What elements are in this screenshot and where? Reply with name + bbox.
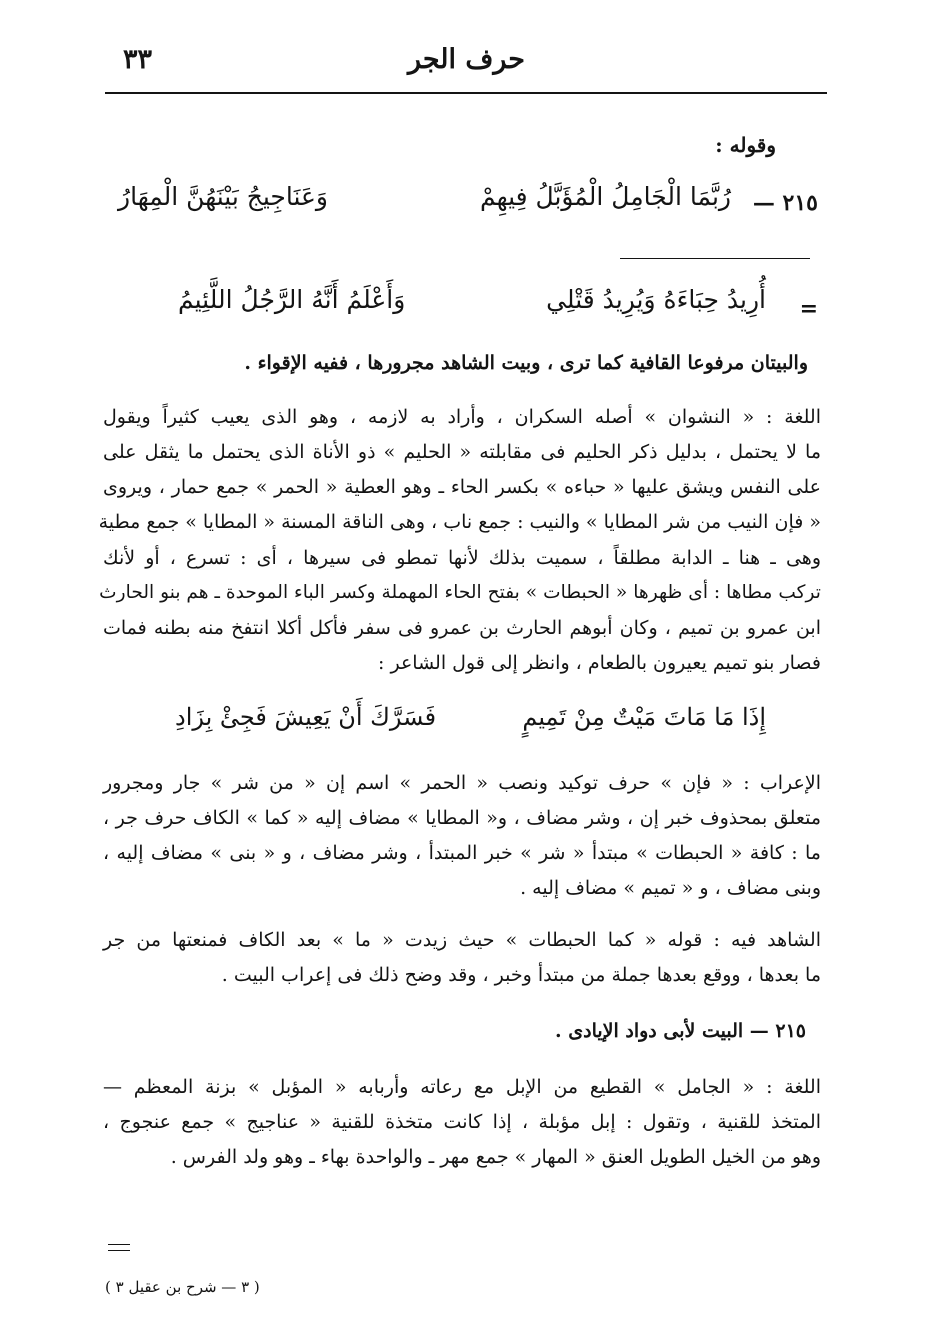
chapter-title: حرف الجر xyxy=(407,44,525,75)
text-line: وهو من الخيل الطويل العنق « المهار » جمع مهر ـ والواحدة بهاء ـ وهو ولد الفرس . xyxy=(170,1146,821,1168)
text-line: اللغة : « النشوان » أصله السكران ، وأراد به لازمه ، وهو الذى يعيب كثيراً ويقول xyxy=(103,406,821,428)
text-line: متعلق بمحذوف خبر إن ، وشر مضاف ، و« المطايا » مضاف إليه « كما » الكاف حرف جر ، xyxy=(103,807,821,829)
continuation-mark xyxy=(108,1244,130,1251)
text-line: ما بعدها ، ووقع بعدها جملة من مبتدأ وخبر ، وقد وضح ذلك فى إعراب البيت . xyxy=(221,964,821,986)
text-line: ابن عمرو بن تميم ، وكان أبوهم الحارث بن عمرو فى سفر فأكل أكلا انتفخ منه بطنه فمات xyxy=(103,617,821,639)
verse-attribution: ٢١٥ — البيت لأبى دواد الإيادى . xyxy=(555,1020,806,1042)
text-line: ما : كافة « الحبطات » مبتدأ « شر » خبر المبتدأ ، وشر مضاف ، و « بنى » مضاف إليه ، xyxy=(103,842,821,864)
text-line: فصار بنو تميم يعيرون بالطعام ، وانظر إلى قول الشاعر : xyxy=(378,652,821,674)
text-line: الشاهد فيه : قوله « كما الحبطات » حيث زيدت « ما » بعد الكاف فمنعتها من جر xyxy=(103,929,821,951)
footnote-separator xyxy=(620,258,810,259)
continued-hemistich-2: وَأَعْلَمُ أَنَّهُ الرَّجُلُ اللَّئِيمُ xyxy=(178,285,406,314)
verse-hemistich-2: وَعَنَاجِيجُ بَيْنَهُنَّ الْمِهَارُ xyxy=(118,182,329,211)
text-line: الإعراب : « فإن » حرف توكيد ونصب « الحمر » اسم إن « من شر » جار ومجرور xyxy=(103,772,821,794)
page-header xyxy=(105,40,825,90)
page-number: ٣٣ xyxy=(123,44,153,75)
quote-hemistich-1: إِذَا مَا مَاتَ مَيْتٌ مِنْ تَمِيمٍ xyxy=(522,703,766,731)
text-line: « فإن النيب من شر المطايا » والنيب : جمع ناب ، وهى الناقة المسنة « المطايا » جمع مطية xyxy=(98,511,821,533)
text-line: المتخذ للقنية ، وتقول : إبل مؤبلة ، إذا كانت متخذة للقنية « عناجيج » جمع عنجوج ، xyxy=(103,1111,821,1133)
text-line: ما لا يحتمل ، بدليل ذكر الحليم فى مقابلته « الحليم » ذو الأناة الذى يحتمل ما يثقل على xyxy=(103,441,821,463)
continued-hemistich-1: أُرِيدُ حِبَاءَهُ وَيُرِيدُ قَتْلِي xyxy=(546,285,766,314)
verse-hemistich-1: رُبَّمَا الْجَامِلُ الْمُؤَبَّلُ فِيهِمْ xyxy=(479,182,731,211)
note-line: والبيتان مرفوعا القافية كما ترى ، وبيت الشاهد مجرورها ، ففيه الإقواء . xyxy=(244,352,808,374)
intro-text: وقوله : xyxy=(715,133,776,157)
quote-hemistich-2: فَسَرَّكَ أَنْ يَعِيشَ فَجِئْ بِزَادِ xyxy=(175,703,437,731)
page-footer: ( ٣ — شرح بن عقيل ٣ ) xyxy=(105,1278,260,1296)
text-line: على النفس ويشق عليها « حباءه » بكسر الحاء ـ وهو العطية « الحمر » جمع حمار ، ويروى xyxy=(103,476,821,498)
continuation-marker: = xyxy=(799,296,818,322)
text-line: اللغة : « الجامل » القطيع من الإبل مع رعاته وأربابه « المؤبل » بزنة المعظم — xyxy=(103,1076,821,1098)
verse-number: ٢١٥ — xyxy=(752,190,818,216)
header-rule xyxy=(105,92,827,94)
text-line: وبنى مضاف ، و « تميم » مضاف إليه . xyxy=(520,877,821,899)
text-line: تركب مطاها : أى ظهرها « الحبطات » بفتح الحاء المهملة وكسر الباء الموحدة ـ هم بنو الحارث xyxy=(99,582,821,603)
text-line: وهى ـ هنا ـ الدابة مطلقاً ، سميت بذلك لأنها تمطو فى سيرها ، أى : تسرع ، أو لأنك xyxy=(103,547,821,569)
